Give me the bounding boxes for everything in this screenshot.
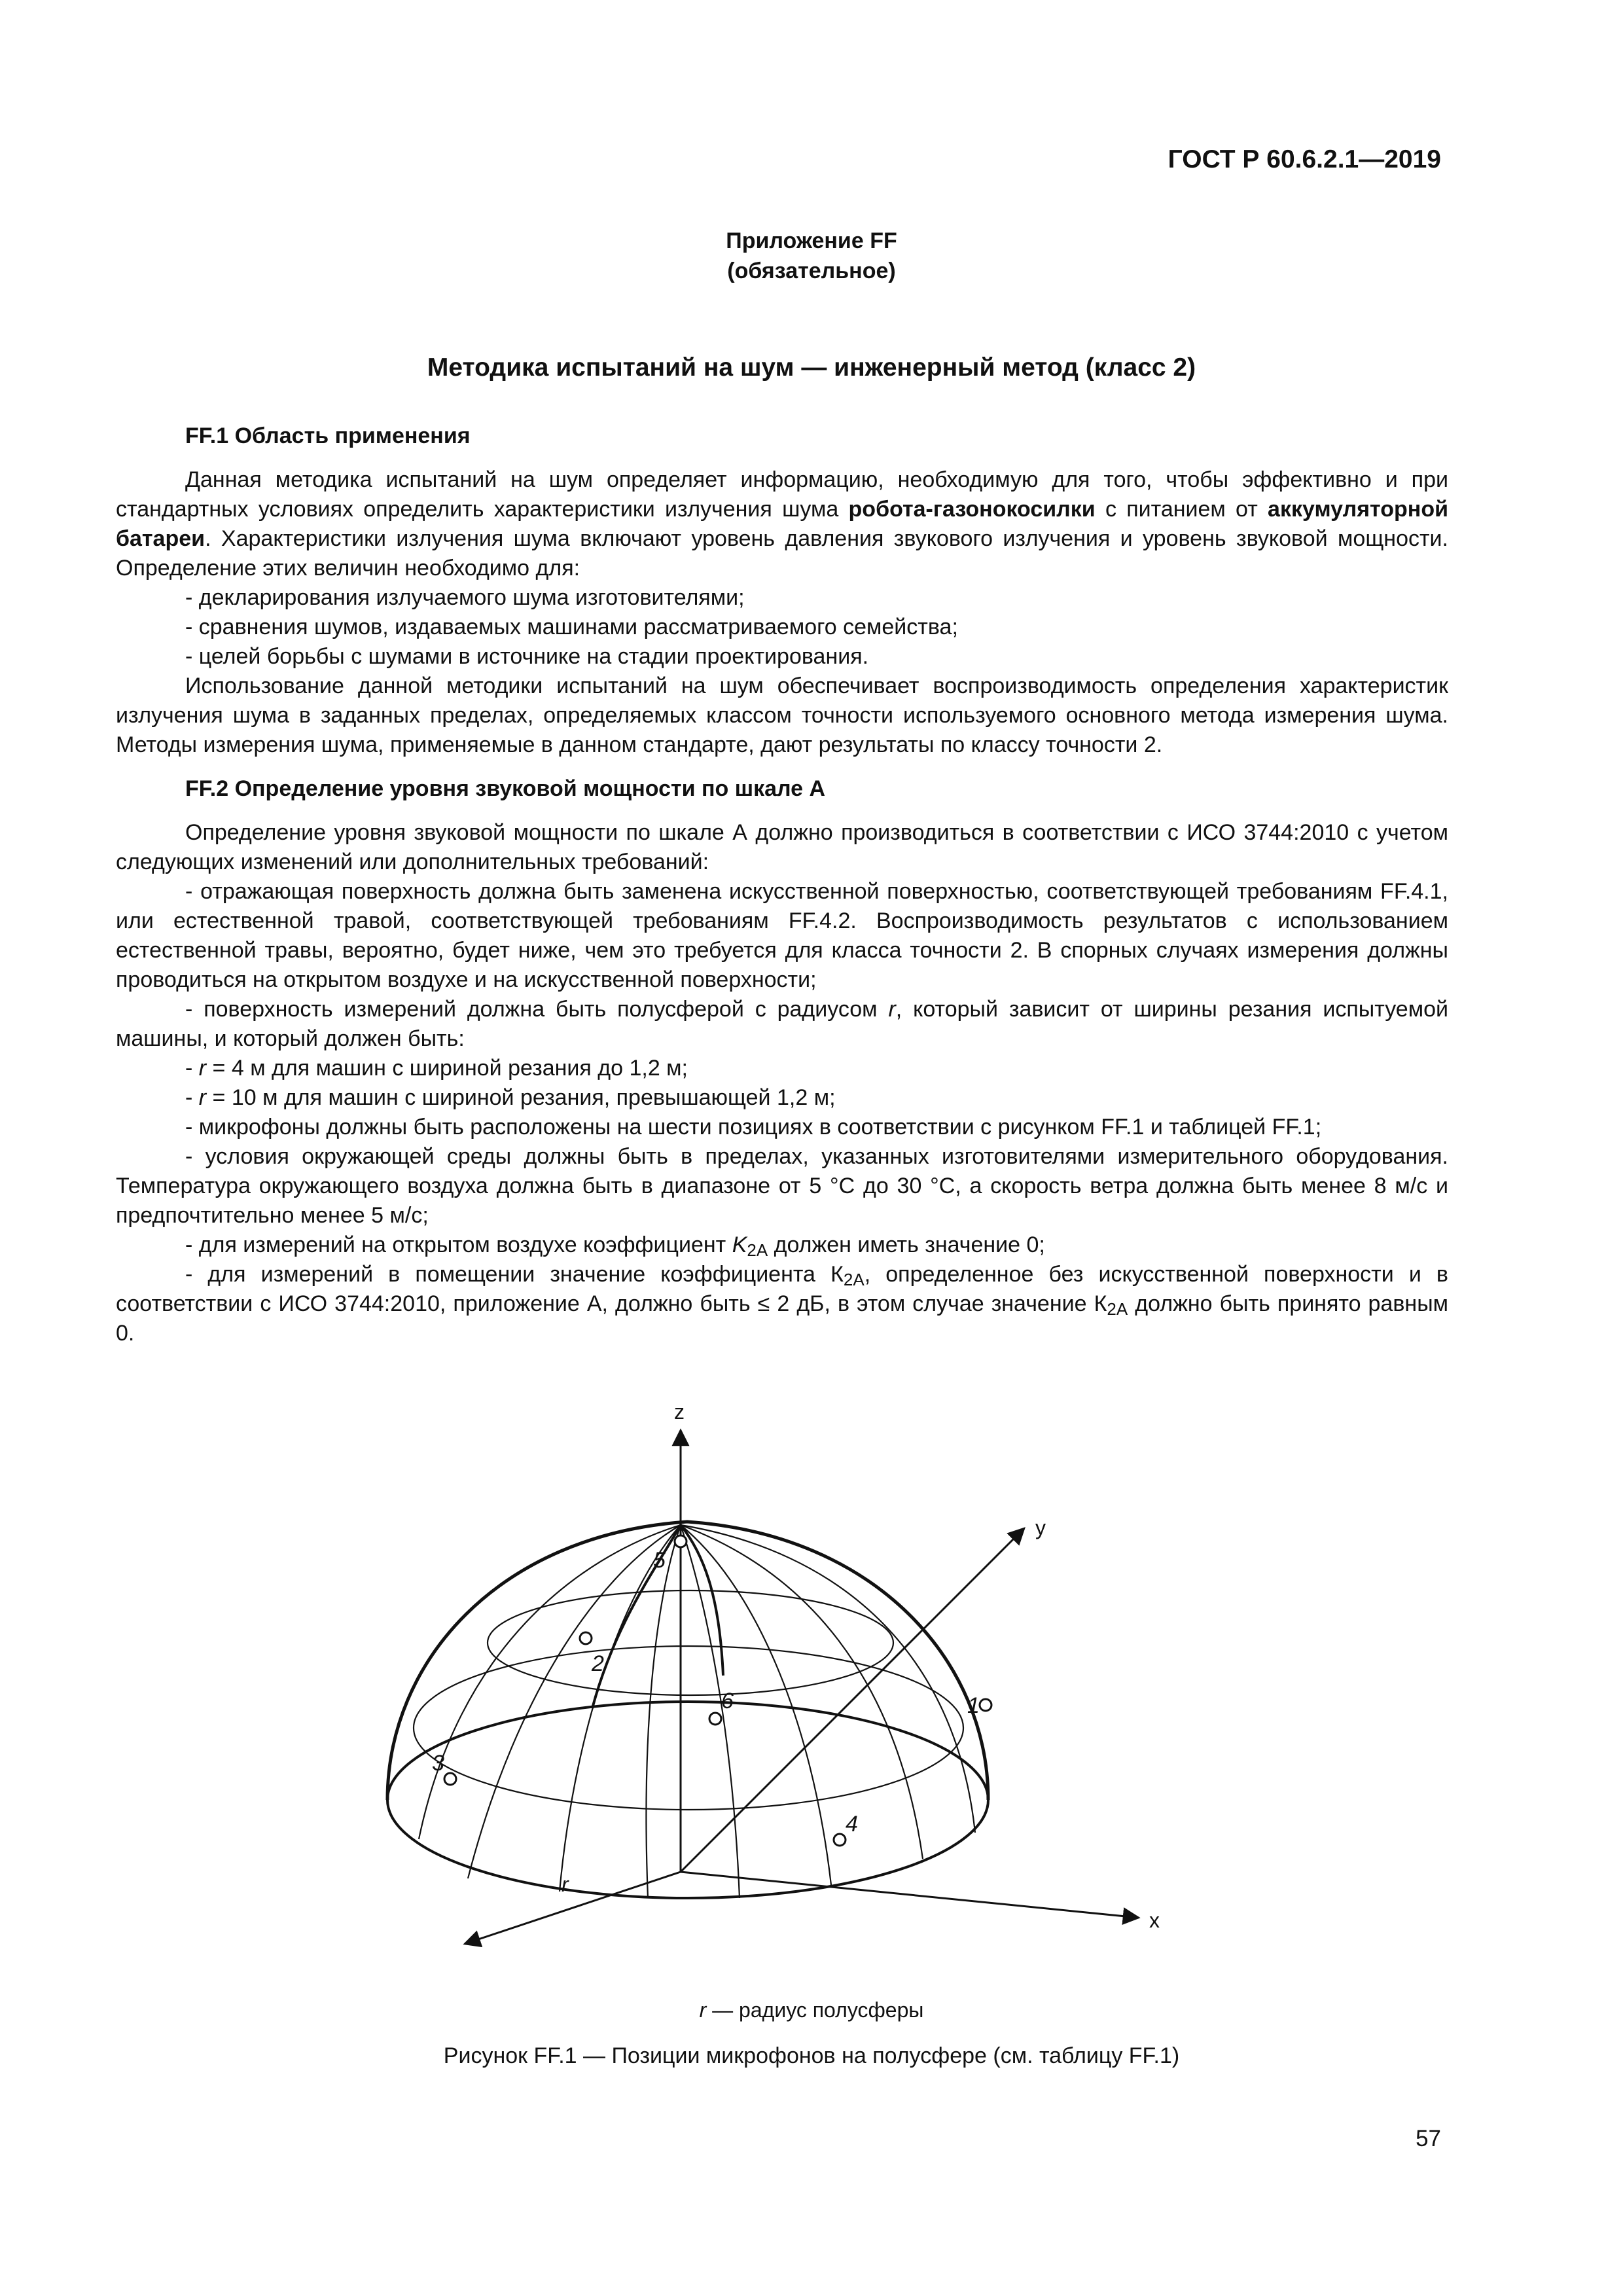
annex-heading [0, 226, 1623, 286]
annex-status: (обязательное) [727, 259, 896, 283]
ff2-paragraph-8: - для измерений на открытом воздухе коэффициент $K_{2A}$ должен иметь значение 0; [185, 1232, 1045, 1260]
mic-position-3 [444, 1773, 456, 1785]
y-axis-label: y [1035, 1516, 1046, 1539]
ff1-paragraph-2: Использование данной методики испытаний на шум обеспечивает воспроизводимость определения характеристик излучения шума в заданных пределах, определяемых классом точности используемого основного метода измерения шума. Методы измерения шума, применяемые в данном стандарте, дают результаты по классу точности 2. [116, 673, 1448, 757]
ff2-paragraph-7: - условия окружающей среды должны быть в пределах, указанных изготовителями измерительного оборудования. Температура окружающего воздуха должна быть в диапазоне от 5 °С до 30 °С, а скорость ветра должна быть менее 8 м/с и предпочтительно менее 5 м/с; [116, 1144, 1448, 1228]
z-axis-label: z [674, 1400, 685, 1424]
heading-ff2: FF.2 Определение уровня звуковой мощности по шкале А [185, 776, 826, 801]
mic-position-4 [834, 1834, 846, 1846]
point-label-1: 1 [967, 1693, 980, 1718]
ff1-list-item: - целей борьбы с шумами в источнике на стадии проектирования. [185, 644, 869, 669]
figure-caption: Рисунок FF.1 — Позиции микрофонов на полусфере (см. таблицу FF.1) [443, 2043, 1180, 2068]
mic-position-5 [675, 1535, 687, 1547]
figure-legend: r — радиус полусферы [699, 1998, 924, 2022]
x-axis-label: x [1149, 1909, 1160, 1932]
point-label-6: 6 [721, 1689, 734, 1713]
standard-code: ГОСТ Р 60.6.2.1—2019 [1168, 145, 1441, 173]
page-number: 57 [1416, 2126, 1441, 2151]
point-label-3: 3 [432, 1751, 444, 1776]
heading-ff1: FF.1 Область применения [185, 423, 471, 448]
ff1-paragraph-1: Данная методика испытаний на шум определяет информацию, необходимую для того, чтобы эффективно и при стандартных условиях определить характеристики излучения шума робота-газонокосилки с питанием от аккумуляторной батареи. Характеристики излучения шума включают уровень давления звукового излучения и уровень звуковой мощности. Определение этих величин необходимо для: [116, 467, 1448, 581]
ff1-list-item: - сравнения шумов, издаваемых машинами рассматриваемого семейства; [185, 615, 958, 639]
axis-labels [562, 1400, 1160, 1932]
mic-position-2 [580, 1632, 592, 1644]
microphone-points [444, 1535, 991, 1846]
radius-line [465, 1872, 681, 1944]
ff2-paragraph-2: - отражающая поверхность должна быть заменена искусственной поверхностью, соответствующей требованиям FF.4.1, или естественной травой, соответствующей требованиям FF.4.2. Воспроизводимость результатов с использованием естественной травы, вероятно, будет ниже, чем это требуется для класса точности 2. В спорных случаях измерения должны проводиться на открытом воздухе и на искусственной поверхности; [116, 879, 1448, 992]
mic-position-6 [709, 1713, 721, 1725]
annex-title: Приложение FF [726, 228, 897, 253]
section-title: Методика испытаний на шум — инженерный метод (класс 2) [427, 353, 1196, 382]
point-label-2: 2 [592, 1651, 604, 1676]
ff2-paragraph-6: - микрофоны должны быть расположены на шести позициях в соответствии с рисунком FF.1 и таблицей FF.1; [185, 1115, 1322, 1139]
ff1-list-item: - декларирования излучаемого шума изготовителями; [185, 585, 745, 610]
ff2-paragraph-4: - r = 4 м для машин с шириной резания до 1,2 м; [185, 1056, 688, 1081]
point-label-5: 5 [653, 1548, 666, 1573]
radius-label: r [562, 1873, 569, 1896]
hemisphere-wireframe [387, 1522, 988, 1898]
mic-position-1 [980, 1699, 991, 1711]
ff2-paragraph-9: - для измерений в помещении значение коэффициента $К_{2A}$, определенное без искусственной поверхности и в соответствии с ИСО 3744:2010, приложение А, должно быть ≤ 2 дБ, в этом случае значение $К_{2A}$ должно быть принято равным 0. [116, 1262, 1449, 1346]
body-text [116, 419, 1448, 1348]
ff2-paragraph-3: - поверхность измерений должна быть полусферой с радиусом r, который зависит от ширины резания испытуемой машины, и который должен быть: [116, 997, 1448, 1051]
hemisphere-figure [366, 1388, 1191, 1977]
ff2-paragraph-5: - r = 10 м для машин с шириной резания, превышающей 1,2 м; [185, 1085, 836, 1110]
point-label-4: 4 [846, 1812, 858, 1837]
ff2-paragraph-1: Определение уровня звуковой мощности по шкале А должно производиться в соответствии с ИСО 3744:2010 с учетом следующих изменений или дополнительных требований: [116, 820, 1448, 874]
